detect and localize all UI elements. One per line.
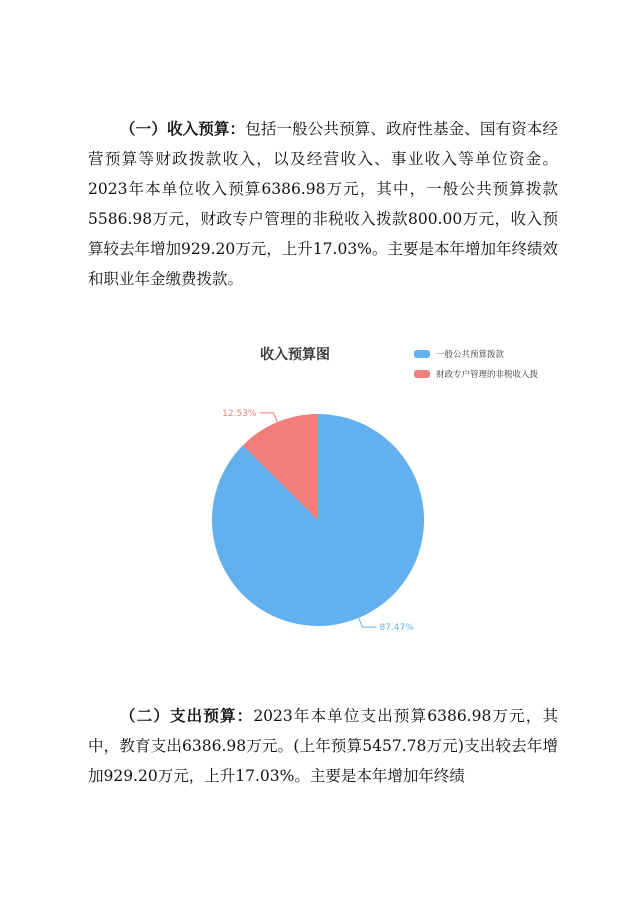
income-budget-text: 包括一般公共预算、政府性基金、国有资本经营预算等财政拨款收入，以及经营收入、事业收入等单位资金。2023年本单位收入预算6386.98万元，其中，一般公共预算拨款5586.98万元，财政专户管理的非税收入拨款800.00万元，收入预算较去年增加929.20万元，上升17.03%。主要是本年增加年终绩效和职业年金缴费拨款。 [88,120,558,288]
chart-title: 收入预算图 [260,347,330,363]
pie-label-line-1 [260,413,278,422]
expenditure-budget-paragraph [88,701,558,791]
expenditure-budget-heading: （二）支出预算： [120,707,254,725]
expenditure-budget-text: 2023年本单位支出预算6386.98万元，其中，教育支出6386.98万元。(上年预算5457.78万元)支出较去年增加929.20万元，上升17.03%。主要是本年增加年终绩 [88,707,558,785]
legend-label: 一般公共预算拨款 [436,350,505,360]
pie-label-line-0 [359,618,377,627]
pie-data-label-1: 12.53% [222,408,257,419]
pie-data-label-0: 87.47% [379,623,414,634]
income-budget-heading: （一）收入预算： [120,120,246,138]
legend-label: 财政专户管理的非税收入拨 [436,370,539,380]
